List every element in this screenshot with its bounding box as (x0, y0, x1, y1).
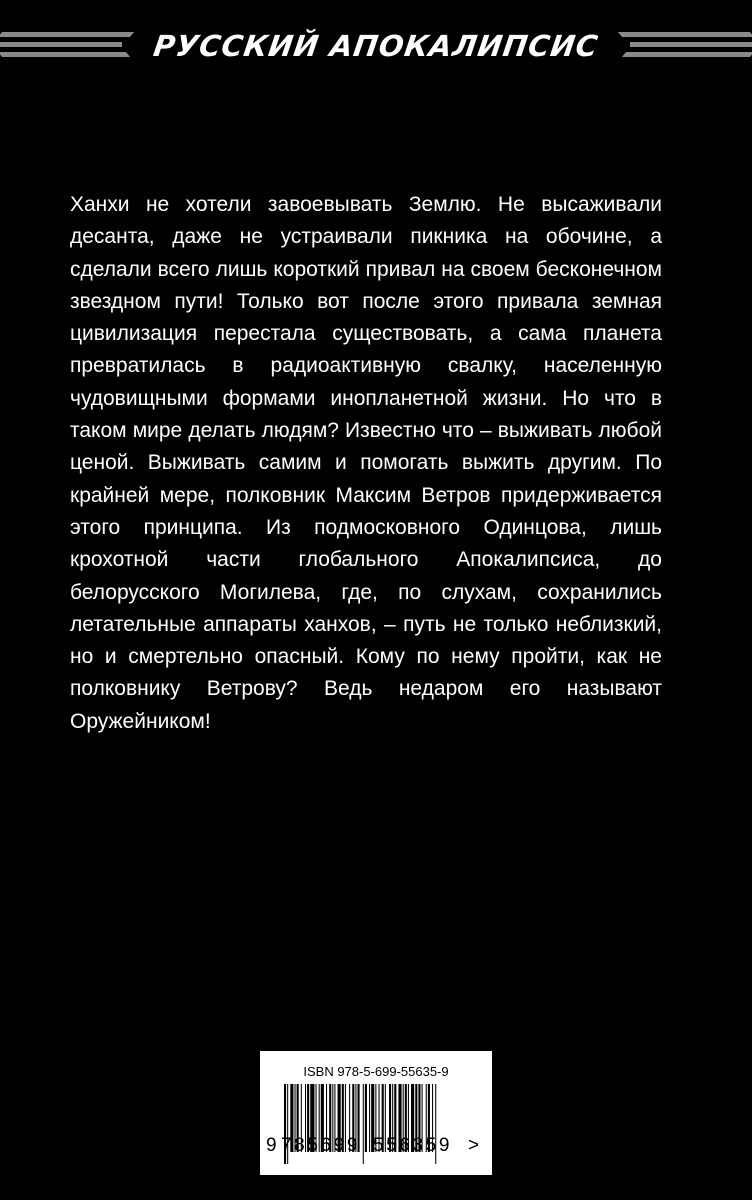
left-rail-top (0, 32, 134, 37)
isbn-barcode-box (260, 1051, 492, 1175)
left-rail-bottom (0, 52, 130, 57)
barcode-bar (365, 1084, 367, 1152)
barcode-bar (363, 1084, 364, 1164)
right-rail-top (618, 32, 752, 37)
barcode-left-digits: 785699 (281, 1135, 361, 1156)
barcode-bar (369, 1084, 370, 1152)
left-rail-middle (0, 42, 122, 47)
series-title: РУССКИЙ АПОКАЛИПСИС (151, 29, 601, 63)
barcode-end-marker: > (468, 1135, 480, 1156)
book-annotation: Ханхи не хотели завоевывать Землю. Не высаживали десанта, даже не устраивали пикника на обочине, а сделали всего лишь короткий привал на своем бесконечном звездном пути! Только вот после этого привала земная цивилизация перестала существовать, а сама планета превратилась в радиоактивную свалку, населенную чудовищными формами инопланетной жизни. Но что в таком мире делать людям? Известно что – выживать любой ценой. Выживать самим и помогать выжить другим. По крайней мере, полковник Максим Ветров придерживается этого принципа. Из подмосковного Одинцова, лишь крохотной части глобального Апокалипсиса, до белорусского Могилева, где, по слухам, сохранились летательные аппараты ханхов, – путь не только неблизкий, но и смертельно опасный. Кому по нему пройти, как не полковнику Ветрову? Ведь недаром его называют Оружейником! (70, 193, 662, 733)
right-rail-middle (630, 42, 752, 47)
series-header (0, 0, 752, 80)
barcode-right-digits: 556359 (373, 1135, 453, 1156)
right-rail-bottom (622, 52, 752, 57)
barcode-first-digit: 9 (266, 1135, 277, 1156)
isbn-label: ISBN 978-5-699-55635-9 (303, 1064, 449, 1079)
